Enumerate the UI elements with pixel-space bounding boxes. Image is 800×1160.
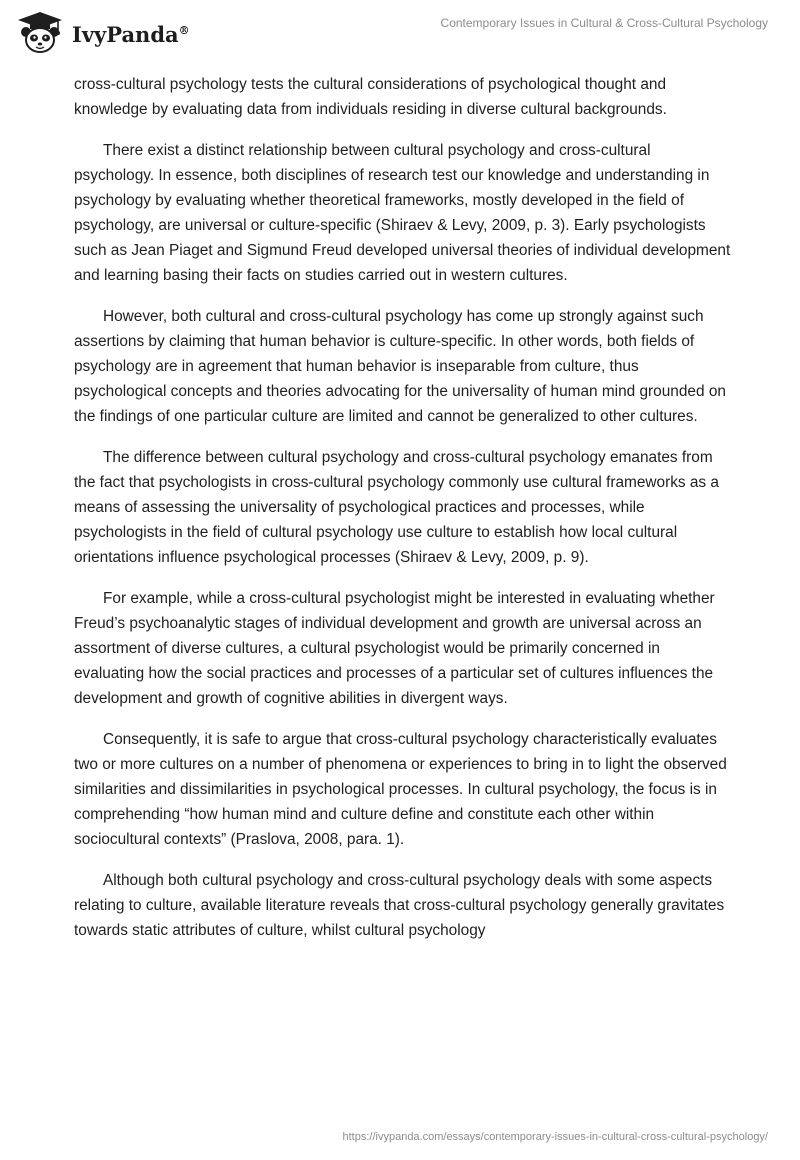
brand-name: IvyPanda® (72, 21, 190, 47)
paragraph: However, both cultural and cross-cultural psychology has come up strongly against such assertions by claiming that human behavior is culture-specific. In other words, both fields of psychology are in agreement that human behavior is inseparable from culture, thus psychological concepts and theories advocating for the universality of human mind grounded on the findings of one particular culture are limited and cannot be generalized to other cultures. (74, 308, 726, 425)
registered-mark: ® (178, 23, 190, 37)
source-url-link[interactable]: https://ivypanda.com/essays/contemporary-issues-in-cultural-cross-cultural-psychology/ (342, 1131, 768, 1143)
paragraph: Although both cultural psychology and cross-cultural psychology deals with some aspects relating to culture, available literature reveals that cross-cultural psychology generally gravitates towards static attributes of culture, whilst cultural psychology (74, 872, 725, 939)
page-header (0, 0, 800, 66)
paragraph: Consequently, it is safe to argue that cross-cultural psychology characteristically evaluates two or more cultures on a number of phenomena or experiences to bring in to light the observed similarities and dissimilarities in psychological processes. In cultural psychology, the focus is in comprehending “how human mind and culture define and constitute each other within sociocultural contexts” (Praslova, 2008, para. 1). (74, 731, 727, 848)
panda-graduate-icon (14, 10, 66, 54)
paragraph: There exist a distinct relationship between cultural psychology and cross-cultural psychology. In essence, both disciplines of research test our knowledge and understanding in psychology by evaluating whether theoretical frameworks, mostly developed in the field of psychology, are universal or culture-specific (Shiraev & Levy, 2009, p. 3). Early psychologists such as Jean Piaget and Sigmund Freud developed universal theories of individual development and learning basing their facts on studies carried out in western cultures. (74, 142, 731, 284)
paragraph: cross-cultural psychology tests the cultural considerations of psychological thought and knowledge by evaluating data from individuals residing in diverse cultural backgrounds. (74, 76, 667, 118)
brand-logo[interactable] (14, 10, 190, 54)
paragraph: For example, while a cross-cultural psychologist might be interested in evaluating whether Freud’s psychoanalytic stages of individual development and growth are universal across an assortment of diverse cultures, a cultural psychologist would be primarily concerned in evaluating how the social practices and processes of a particular set of cultures influences the development and growth of cognitive abilities in divergent ways. (74, 590, 715, 707)
paragraph: The difference between cultural psychology and cross-cultural psychology emanates from the fact that psychologists in cross-cultural psychology commonly use cultural frameworks as a means of assessing the universality of psychological practices and processes, while psychologists in the field of cultural psychology use culture to establish how local cultural orientations influence psychological processes (Shiraev & Levy, 2009, p. 9). (74, 449, 719, 566)
essay-body (74, 72, 734, 959)
document-title: Contemporary Issues in Cultural & Cross-Cultural Psychology (440, 16, 768, 30)
